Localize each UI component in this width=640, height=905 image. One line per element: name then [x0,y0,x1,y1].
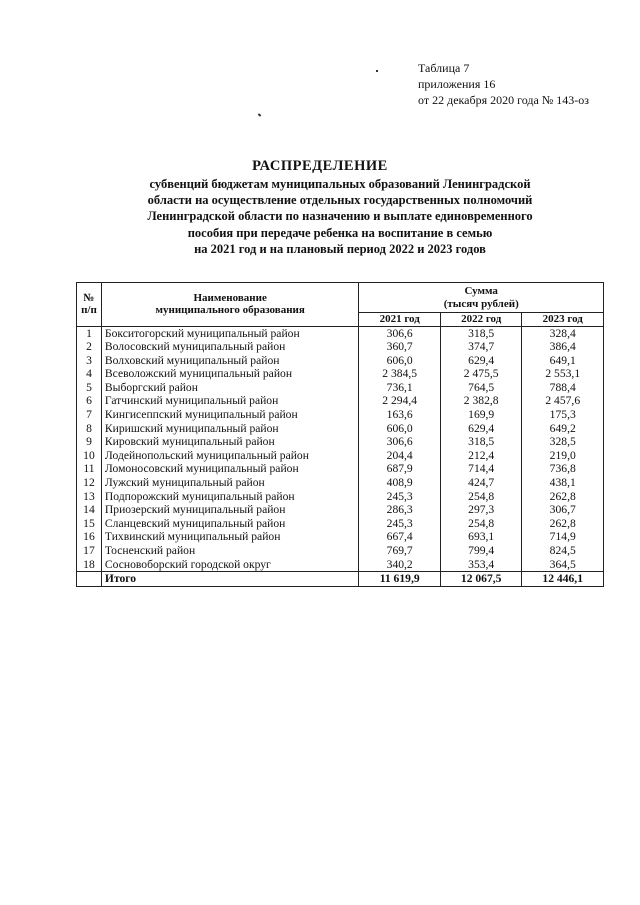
amount-2022: 318,5 [440,326,522,340]
table-row [77,449,604,463]
row-number: 8 [77,422,102,436]
amount-2023: 824,5 [522,544,604,558]
amount-2023: 364,5 [522,558,604,572]
amount-2022: 714,4 [440,462,522,476]
total-2023: 12 446,1 [522,572,604,587]
row-number: 9 [77,435,102,449]
amount-2023: 736,8 [522,462,604,476]
subtitle-line: пособия при передаче ребенка на воспитание в семью [187,225,493,240]
header-line-appendix: приложения 16 [418,77,496,91]
total-2021: 11 619,9 [359,572,441,587]
table-row [77,326,604,340]
header-line-table: Таблица 7 [418,61,470,75]
appendix-header [418,60,589,108]
amount-2021: 306,6 [359,435,441,449]
table-row [77,422,604,436]
amount-2021: 360,7 [359,340,441,354]
amount-2023: 175,3 [522,408,604,422]
row-number: 4 [77,367,102,381]
municipality-name: Кингисеппский муниципальный район [101,408,359,422]
subtitle-line: субвенций бюджетам муниципальных образований Ленинградской [149,177,531,191]
header-text: № [83,291,95,304]
amount-2021: 286,3 [359,503,441,517]
amount-2022: 374,7 [440,340,522,354]
amount-2021: 769,7 [359,544,441,558]
column-header-name [101,283,359,327]
row-number: 7 [77,408,102,422]
header-text: п/п [81,304,97,317]
municipality-name: Тосненский район [101,544,359,558]
distribution-table [76,282,604,587]
document-subtitle [100,176,580,257]
municipality-name: Всеволожский муниципальный район [101,367,359,381]
row-number: 15 [77,517,102,531]
row-number: 2 [77,340,102,354]
municipality-name: Киришский муниципальный район [101,422,359,436]
amount-2021: 204,4 [359,449,441,463]
amount-2022: 169,9 [440,408,522,422]
table-body [77,326,604,586]
table-row [77,503,604,517]
municipality-name: Приозерский муниципальный район [101,503,359,517]
table-row [77,558,604,572]
amount-2022: 693,1 [440,530,522,544]
amount-2023: 2 553,1 [522,367,604,381]
row-number: 3 [77,354,102,368]
table-row [77,340,604,354]
total-row [77,572,604,587]
total-2022: 12 067,5 [440,572,522,587]
row-number: 12 [77,476,102,490]
header-text: (тысяч рублей) [443,297,519,310]
row-number: 11 [77,462,102,476]
header-line-law: от 22 декабря 2020 года № 143-оз [418,93,590,107]
amount-2021: 606,0 [359,354,441,368]
amount-2022: 212,4 [440,449,522,463]
table-row [77,544,604,558]
amount-2023: 328,4 [522,326,604,340]
amount-2021: 2 384,5 [359,367,441,381]
amount-2023: 328,5 [522,435,604,449]
subtitle-line: на 2021 год и на плановый период 2022 и 2023 годов [194,241,486,256]
amount-2021: 163,6 [359,408,441,422]
amount-2022: 254,8 [440,490,522,504]
municipality-name: Выборгский район [101,381,359,395]
municipality-name: Кировский муниципальный район [101,435,359,449]
table-row [77,394,604,408]
amount-2021: 245,3 [359,490,441,504]
amount-2023: 219,0 [522,449,604,463]
municipality-name: Тихвинский муниципальный район [101,530,359,544]
header-text: Сумма [464,285,498,297]
total-label: Итого [101,572,359,587]
amount-2021: 408,9 [359,476,441,490]
header-text: муниципального образования [155,304,305,317]
column-header-sum [359,283,604,313]
row-number: 10 [77,449,102,463]
table-row [77,408,604,422]
municipality-name: Гатчинский муниципальный район [101,394,359,408]
table-row [77,517,604,531]
amount-2022: 799,4 [440,544,522,558]
table-row [77,530,604,544]
amount-2023: 262,8 [522,490,604,504]
table-row [77,462,604,476]
municipality-name: Волховский муниципальный район [101,354,359,368]
amount-2021: 340,2 [359,558,441,572]
row-number: 13 [77,490,102,504]
municipality-name: Волосовский муниципальный район [101,340,359,354]
scan-speck [376,70,378,72]
row-number: 17 [77,544,102,558]
amount-2022: 2 382,8 [440,394,522,408]
amount-2023: 438,1 [522,476,604,490]
amount-2021: 2 294,4 [359,394,441,408]
row-number: 14 [77,503,102,517]
amount-2023: 714,9 [522,530,604,544]
amount-2021: 667,4 [359,530,441,544]
municipality-name: Ломоносовский муниципальный район [101,462,359,476]
amount-2022: 353,4 [440,558,522,572]
amount-2021: 245,3 [359,517,441,531]
subtitle-line: Ленинградской области по назначению и выплате единовременного [147,209,533,224]
column-header-number [77,283,102,327]
row-number: 18 [77,558,102,572]
table-row [77,367,604,381]
amount-2022: 297,3 [440,503,522,517]
total-number-cell [77,572,102,587]
amount-2023: 306,7 [522,503,604,517]
column-header-2022: 2022 год [440,313,522,327]
row-number: 6 [77,394,102,408]
amount-2023: 649,1 [522,354,604,368]
amount-2021: 306,6 [359,326,441,340]
scan-speck [258,113,262,116]
municipality-name: Лодейнопольский муниципальный район [101,449,359,463]
amount-2022: 764,5 [440,381,522,395]
document-title: РАСПРЕДЕЛЕНИЕ [252,158,388,174]
amount-2023: 2 457,6 [522,394,604,408]
table-row [77,490,604,504]
subtitle-line: области на осуществление отдельных государственных полномочий [147,193,533,208]
row-number: 1 [77,326,102,340]
amount-2022: 318,5 [440,435,522,449]
amount-2023: 649,2 [522,422,604,436]
amount-2023: 788,4 [522,381,604,395]
row-number: 5 [77,381,102,395]
amount-2021: 736,1 [359,381,441,395]
municipality-name: Лужский муниципальный район [101,476,359,490]
header-text: Наименование [193,291,267,304]
municipality-name: Сосновоборский городской округ [101,558,359,572]
row-number: 16 [77,530,102,544]
table-row [77,476,604,490]
amount-2022: 629,4 [440,354,522,368]
amount-2022: 629,4 [440,422,522,436]
amount-2021: 606,0 [359,422,441,436]
table-row [77,435,604,449]
column-header-2023: 2023 год [522,313,604,327]
amount-2022: 424,7 [440,476,522,490]
amount-2021: 687,9 [359,462,441,476]
column-header-2021: 2021 год [359,313,441,327]
municipality-name: Сланцевский муниципальный район [101,517,359,531]
amount-2023: 262,8 [522,517,604,531]
table-row [77,381,604,395]
municipality-name: Подпорожский муниципальный район [101,490,359,504]
amount-2023: 386,4 [522,340,604,354]
municipality-name: Бокситогорский муниципальный район [101,326,359,340]
amount-2022: 2 475,5 [440,367,522,381]
amount-2022: 254,8 [440,517,522,531]
table-row [77,354,604,368]
